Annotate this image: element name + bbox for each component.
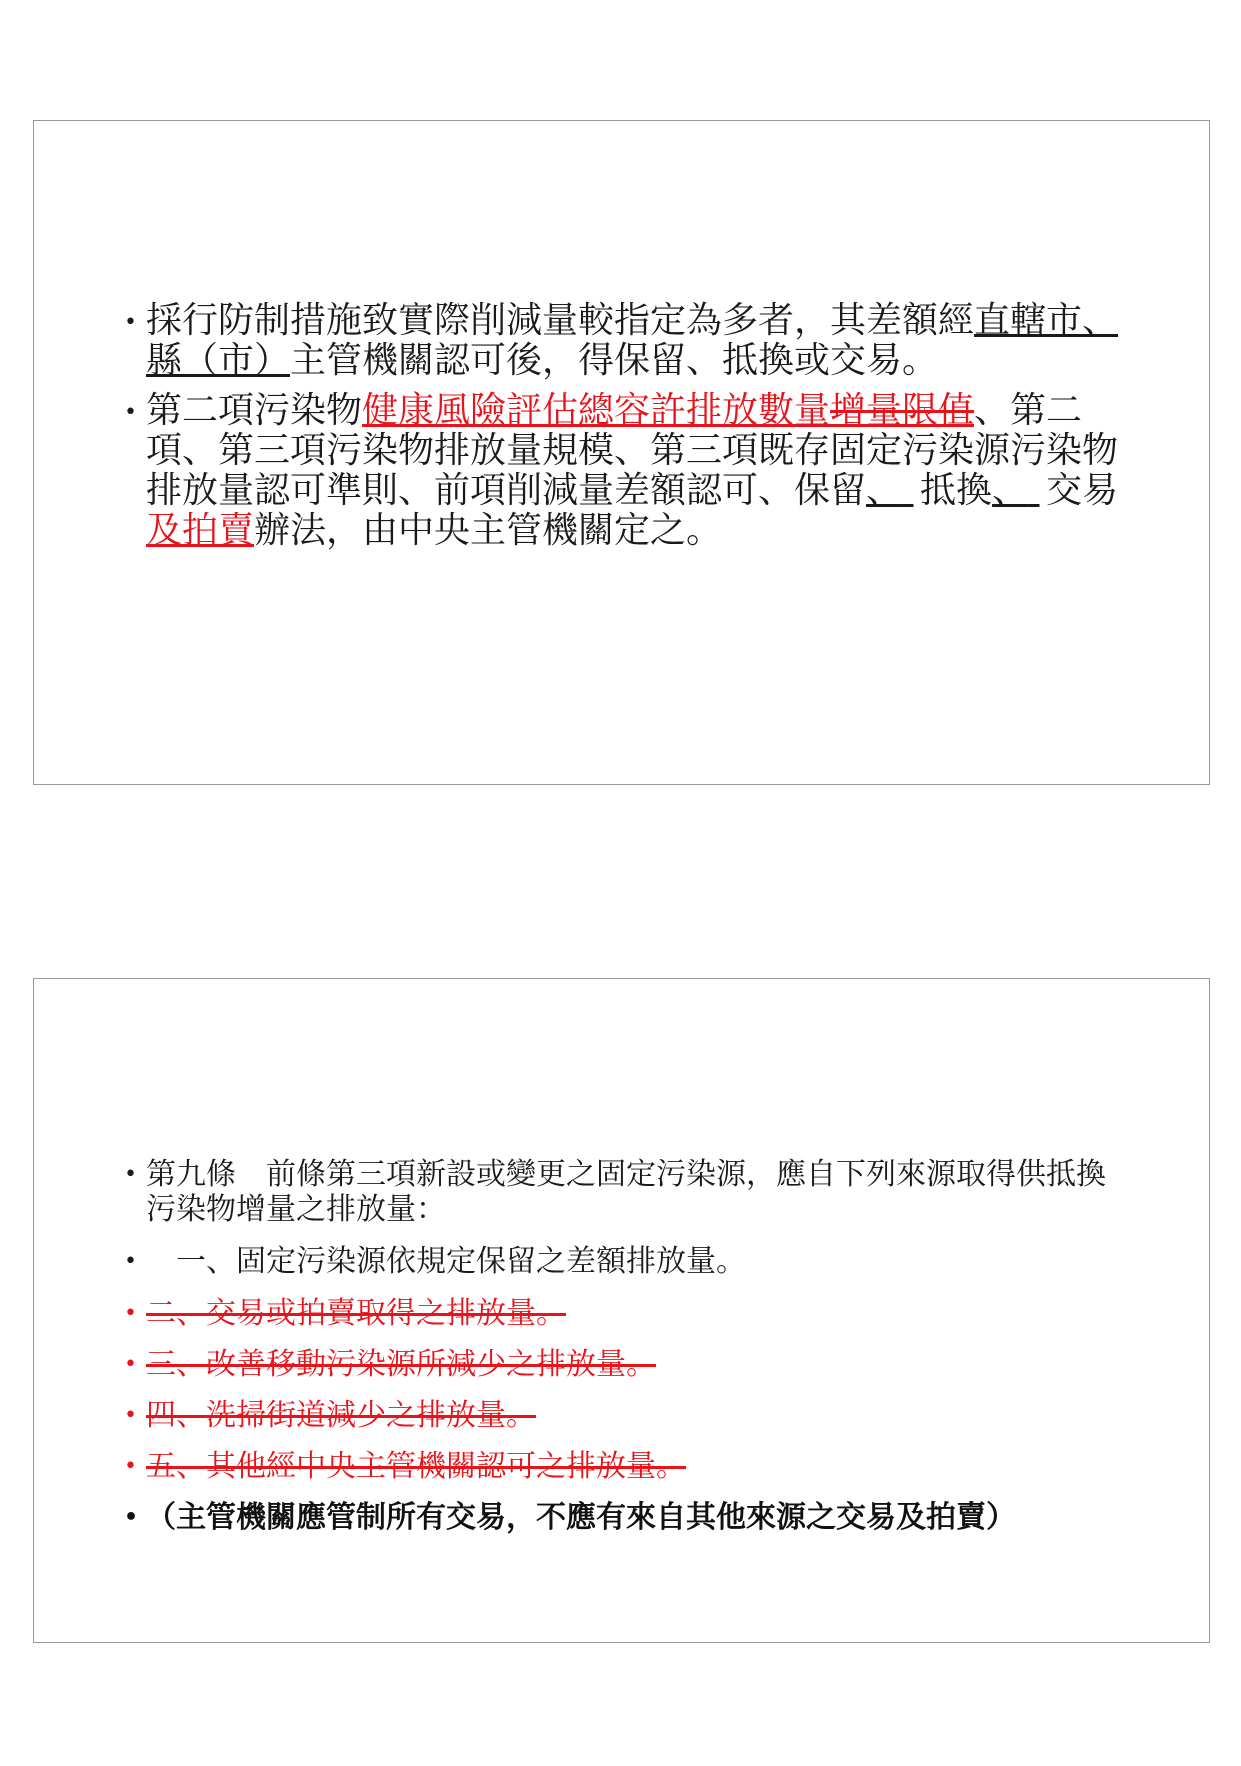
slide-1: [33, 120, 1210, 785]
deleted-text: 二、交易或拍賣取得之排放量。: [146, 1296, 566, 1331]
bullet-dot-icon: •: [124, 1249, 137, 1274]
text-segment: 交易: [1046, 470, 1119, 511]
text-segment: 第二項污染物: [146, 390, 363, 431]
underlined-insertion: 直轄市、縣（市）: [146, 300, 1119, 381]
slide-1-bullet-2: [124, 391, 1129, 551]
article-text: 一、固定污染源依規定保留之差額排放量。: [146, 1244, 746, 1279]
slide-2: [33, 978, 1210, 1643]
underlined-insertion: 、: [992, 470, 1029, 511]
article-text: 第九條 前條第三項新設或變更之固定污染源，應自下列來源取得供抵換污染物增量之排放量：: [146, 1157, 1106, 1227]
text-segment: 、第二項、第三項污染物排放量規模、第三項既存固定污染源污染物排放量認可準則、前項削減量差額認可、保留: [146, 390, 1119, 511]
bullet-dot-icon: •: [124, 310, 137, 335]
bullet-dot-icon: •: [124, 400, 137, 425]
note-text: （主管機關應管制所有交易，不應有來自其他來源之交易及拍賣）: [146, 1500, 1016, 1535]
slide-2-bullet-5-deleted: [124, 1398, 1129, 1433]
bullet-dot-icon: •: [124, 1454, 137, 1479]
underlined-insertion: 、: [866, 470, 903, 511]
deleted-text: 四、洗掃街道減少之排放量。: [146, 1398, 536, 1433]
red-insertion: 及拍賣: [146, 510, 255, 551]
red-deletion: 增量限值: [830, 390, 975, 431]
text-segment: 辦法，由中央主管機關定之。: [254, 510, 723, 551]
slide-2-bullet-3-deleted: [124, 1296, 1129, 1331]
text-segment: 抵換: [920, 470, 993, 511]
slide-1-bullet-1: [124, 301, 1129, 381]
deleted-text: 三、改善移動污染源所減少之排放量。: [146, 1347, 656, 1382]
bullet-dot-icon: •: [124, 1403, 137, 1428]
underlined-gap: [902, 471, 920, 511]
text-segment: 主管機關認可後，得保留、抵換或交易。: [290, 340, 939, 381]
red-insertion: 健康風險評估總容許排放數量: [362, 390, 831, 431]
bullet-dot-icon: •: [124, 1301, 137, 1326]
slide-2-bullet-4-deleted: [124, 1347, 1129, 1382]
slide-2-bullet-1: [124, 1157, 1129, 1227]
slide-2-bullet-2: [124, 1244, 1129, 1279]
deleted-text: 五、其他經中央主管機關認可之排放量。: [146, 1449, 686, 1484]
underlined-gap: [1028, 471, 1046, 511]
text-segment: 採行防制措施致實際削減量較指定為多者，其差額經: [146, 300, 975, 341]
slide-1-bullet-list: [124, 301, 1129, 561]
slide-2-bullet-6-deleted: [124, 1449, 1129, 1484]
slide-2-bullet-7-note: [124, 1500, 1129, 1535]
bullet-dot-icon: •: [124, 1162, 137, 1187]
bullet-dot-icon: •: [124, 1352, 137, 1377]
slide-2-bullet-list: [124, 1157, 1129, 1552]
bullet-dot-icon: •: [124, 1505, 139, 1530]
